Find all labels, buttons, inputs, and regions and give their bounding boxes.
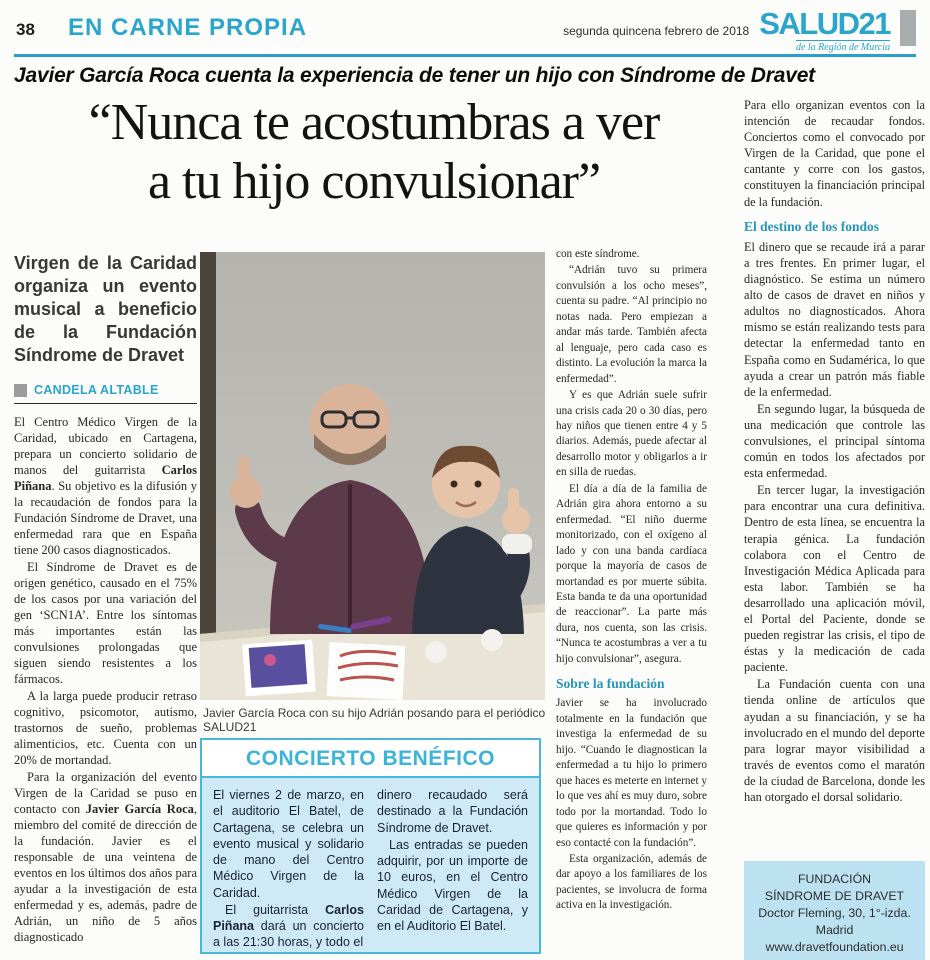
salud21-logo bbox=[759, 8, 890, 54]
paragraph: La Fundación cuenta con una tienda online de artículos que ayudan a su financiación, y se ha involucrado en el mundo del deporte para lograr mayor visibilidad a través de eventos como el maratón de la ciudad de Barcelona, donde les han otorgado el dorsal solidario. bbox=[744, 677, 925, 805]
paragraph: SÍNDROME DE DRAVET bbox=[764, 888, 905, 903]
header-right bbox=[563, 8, 916, 54]
logo-subtitle: de la Región de Murcia bbox=[795, 42, 890, 53]
paragraph: www.dravetfoundation.eu bbox=[765, 939, 904, 954]
middle-column-body-b bbox=[556, 696, 707, 913]
paragraph: Madrid bbox=[815, 922, 854, 937]
left-column-body bbox=[14, 414, 197, 945]
paragraph: A la larga puede producir retraso cognitivo, psicomotor, autismo, trastornos de sueño, problemas alimenticios, etc. Cuenta con un 20% de mortandad. bbox=[14, 689, 197, 768]
byline-square-icon bbox=[14, 384, 27, 397]
paragraph: El día a día de la familia de Adrián gira ahora entorno a su enfermedad. “El niño duerme monitorizado, con el oxígeno al lado y con una banda cardíaca porque la mayoría de casos de mortandad es por muerte súbita. Esta banda te da una oportunidad de reaccionar”. La parte más dura, nos cuenta, son las crisis. “Nunca te acostumbras a ver a tu hijo convulsionar”, asegura. bbox=[556, 482, 707, 665]
paragraph: El Síndrome de Dravet es de origen genético, causado en el 75% de los casos por una variación del gen ‘SCN1A’. Entre los síntomas más importantes están las convulsiones prolongadas que siguen siendo resistentes a los fármacos. bbox=[14, 560, 197, 687]
page-header bbox=[14, 8, 916, 52]
paragraph: Para la organización del evento Virgen de la Caridad se puso en contacto con Javier García Roca, miembro del comité de dirección de la fundación. Javier es el responsable de una veintena de eventos en los últimos dos años para ayudar a la investigación de esta enfermedad y es, además, padre de Adrián, un niño de 5 años diagnosticado bbox=[14, 770, 197, 945]
paragraph: El viernes 2 de marzo, en el auditorio El Batel, de Cartagena, se celebra un evento musical y solidario de mano del Centro Médico Virgen de la Caridad. bbox=[213, 788, 364, 900]
article-deck: Virgen de la Caridad organiza un evento musical a beneficio de la Fundación Síndrome de Dravet bbox=[14, 253, 197, 366]
paragraph: Y es que Adrián suele sufrir una crisis cada 20 o 30 días, pero hay niños que tienen entre 4 y 5 diarios. Además, puede afectar al desarrollo motor y obligarlos a ir en silla de ruedas. bbox=[556, 389, 707, 479]
paragraph: El guitarrista Carlos Piñana dará un concierto a las 21:30 horas, y todo el bbox=[213, 902, 364, 950]
paragraph: dinero recaudado será destinado a la Fundación Síndrome de Dravet. bbox=[377, 788, 528, 835]
header-rule bbox=[14, 54, 916, 57]
paragraph: En tercer lugar, la investigación para encontrar una cura definitiva. Dentro de esta línea, se encuentra la terapia génica. La fundación colabora con el Centro de Investigación Médica Aplicada para esta labor. También se ha desarrollado una aplicación móvil, el Portal del Paciente, donde se pueden registrar las crisis, el tipo de éstas y la medicación de cada paciente. bbox=[744, 483, 925, 675]
paragraph: Para ello organizan eventos con la intención de recaudar fondos. Conciertos como el convocado por Virgen de la Caridad, que pone el cantante y corre con los gastos, constituyen la financiación principal de la fundación. bbox=[744, 98, 925, 209]
concert-col-2 bbox=[377, 787, 528, 952]
paragraph: Las entradas se pueden adquirir, por un importe de 10 euros, en el Centro Médico Virgen de la Caridad de Cartagena, y en el Auditorio El Batel. bbox=[377, 837, 528, 933]
photo-caption: Javier García Roca con su hijo Adrián posando para el periódico SALUD21 bbox=[203, 706, 546, 734]
paragraph: Doctor Fleming, 30, 1°-izda. bbox=[758, 905, 911, 920]
right-column-body-a bbox=[744, 97, 925, 210]
logo-gray-block bbox=[900, 10, 916, 46]
subhead-sobre-la-fundacion: Sobre la fundación bbox=[556, 676, 665, 692]
paragraph: En segundo lugar, la búsqueda de una medicación que controle las convulsiones, el principal síntoma común en todos los afectados por esta enfermedad. bbox=[744, 401, 925, 481]
paragraph: Esta organización, además de dar apoyo a los familiares de los pacientes, se involucra de forma activa en la investigación. bbox=[556, 852, 707, 912]
foundation-address-box bbox=[744, 861, 925, 960]
paragraph: “Adrián tuvo su primera convulsión a los ocho meses”, cuenta su padre. “Al principio no notas nada. Pero empiezan a andar más tarde. También afecta al lenguaje, pero cada caso es distinto. La evolución la marca la enfermedad”. bbox=[556, 264, 707, 385]
paragraph: con este síndrome. bbox=[556, 248, 640, 260]
page-number: 38 bbox=[16, 20, 35, 39]
article-photo bbox=[200, 252, 545, 700]
logo-title: SALUD21 bbox=[759, 6, 890, 41]
paragraph: El dinero que se recaude irá a parar a tres frentes. En primer lugar, el diagnóstico. Se estima un número alto de casos de dravet en niños y adultos no diagnosticados. Ahora mismo se están realizando tests para detectar la enfermedad tanto en España como en Sudamérica, lo que ayuda a crear un patrón más fiable de la enfermedad. bbox=[744, 239, 925, 399]
paragraph: Javier se ha involucrado totalmente en la fundación que investiga la enfermedad de su hijo. “Cuando le diagnostican la enfermedad a tu hijo lo primero que haces es meterte en internet y lo que ves ahí es muy duro, sobre todo por la mortandad. Todo lo que quieres es información y por eso contacté con la fundación”. bbox=[556, 697, 707, 849]
concert-box bbox=[200, 738, 541, 954]
middle-column bbox=[556, 247, 707, 915]
subhead-destino-fondos: El destino de los fondos bbox=[744, 218, 880, 234]
paragraph: FUNDACIÓN bbox=[797, 872, 872, 886]
byline-author: CANDELA ALTABLE bbox=[34, 383, 159, 398]
issue-date: segunda quincena febrero de 2018 bbox=[563, 24, 750, 38]
headline-line-1: “Nunca te acostumbras a ver bbox=[88, 94, 660, 151]
middle-column-body-a bbox=[556, 247, 707, 667]
paragraph: El Centro Médico Virgen de la Caridad, ubicado en Cartagena, prepara un concierto solidario de manos del guitarrista Carlos Piñana. Su objetivo es la difusión y la recaudación de fondos para la Fundación Síndrome de Dravet, una enfermedad rara que en España tiene 200 casos diagnosticados. bbox=[14, 415, 197, 558]
section-title: EN CARNE PROPIA bbox=[68, 14, 308, 41]
right-column bbox=[744, 97, 925, 960]
photo-illustration bbox=[200, 252, 545, 700]
concert-box-header bbox=[202, 740, 539, 778]
concert-box-title: CONCIERTO BENÉFICO bbox=[246, 747, 495, 770]
main-headline bbox=[8, 94, 740, 212]
left-column bbox=[14, 252, 197, 946]
byline-row bbox=[14, 383, 197, 404]
headline-line-2: a tu hijo convulsionar” bbox=[147, 152, 601, 210]
right-column-body-b bbox=[744, 239, 925, 805]
concert-col-1 bbox=[213, 787, 364, 952]
kicker-headline: Javier García Roca cuenta la experiencia de tener un hijo con Síndrome de Dravet bbox=[14, 64, 815, 87]
concert-box-body bbox=[202, 778, 539, 960]
